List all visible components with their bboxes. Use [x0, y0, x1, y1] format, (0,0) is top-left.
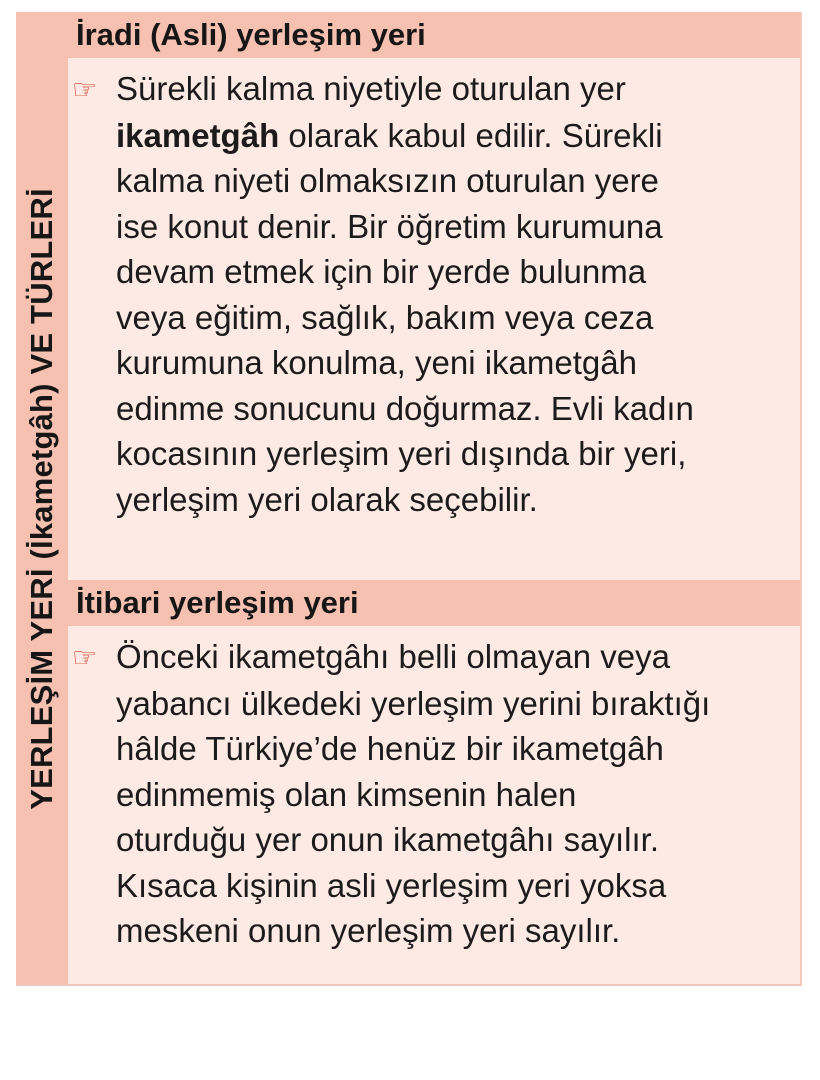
side-label: YERLEŞİM YERİ (İkametgâh) VE TÜRLERİ — [24, 188, 59, 810]
text-line: edinmemiş olan kimsenin halen — [116, 775, 577, 813]
text-line: ☞ Sürekli kalma niyetiyle oturulan yer — [72, 66, 792, 113]
text-line: ☞ Önceki ikametgâhı belli olmayan veya — [72, 634, 792, 681]
section-body-iradi — [72, 66, 792, 522]
bold-term: ikametgâh — [116, 116, 280, 154]
text-line: kalma niyeti olmaksızın oturulan yere — [116, 162, 659, 199]
text-line: kocasının yerleşim yeri dışında bir yeri, — [116, 435, 687, 472]
hand-pointer-icon: ☞ — [72, 74, 98, 105]
text-line: kurumuna konulma, yeni ikametgâh — [116, 344, 637, 381]
text-line: veya eğitim, sağlık, bakım veya ceza — [116, 298, 654, 336]
section-heading-iradi: İradi (Asli) yerleşim yeri — [68, 12, 800, 58]
side-label-strip — [16, 12, 68, 984]
section-body-itibari — [72, 634, 792, 954]
hand-pointer-icon: ☞ — [72, 642, 98, 673]
text-line: ikametgâh olarak kabul edilir. Sürekli — [116, 116, 663, 154]
text-line: yerleşim yeri olarak seçebilir. — [116, 480, 538, 518]
text-line: hâlde Türkiye’de henüz bir ikametgâh — [116, 730, 664, 767]
text-line: Kısaca kişinin asli yerleşim yeri yoksa — [116, 866, 667, 904]
info-panel — [16, 12, 802, 986]
text-line: oturduğu yer onun ikametgâhı sayılır. — [116, 821, 659, 858]
text-line: meskeni onun yerleşim yeri sayılır. — [116, 912, 621, 949]
text-line: devam etmek için bir yerde bulunma — [116, 253, 647, 290]
text-line: edinme sonucunu doğurmaz. Evli kadın — [116, 389, 694, 427]
text-line: ise konut denir. Bir öğretim kurumuna — [116, 207, 663, 245]
section-heading-itibari: İtibari yerleşim yeri — [68, 580, 800, 626]
text-line: yabancı ülkedeki yerleşim yerini bıraktığı — [116, 684, 711, 722]
